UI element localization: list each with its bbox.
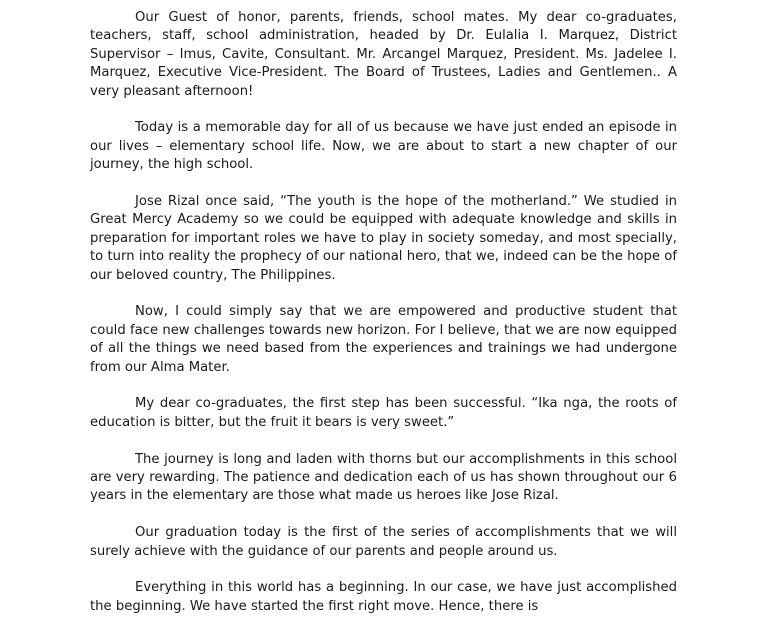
paragraph-first-step: My dear co-graduates, the first step has been successful. “Ika nga, the roots of education is bitter, but the fruit it bears is very sweet.”: [90, 396, 677, 430]
paragraph-greeting: Our Guest of honor, parents, friends, school mates. My dear co-graduates, teachers, staff, school administration, headed by Dr. Eulalia I. Marquez, District Supervisor – Imus, Cavite, Consultant. Mr. Arcangel Marquez, President. Ms. Jadelee I. Marquez, Executive Vice-President. The Board of Trustees, Ladies and Gentlemen.. A very pleasant afternoon!: [90, 10, 677, 99]
paragraph-rizal-quote: Jose Rizal once said, “The youth is the hope of the motherland.” We studied in Great Mercy Academy so we could be equipped with adequate knowledge and skills in preparation for important roles we have to play in society someday, and most specially, to turn into reality the prophecy of our national hero, that we, indeed can be the hope of our beloved country, The Philippines.: [90, 194, 677, 283]
paragraph-journey: The journey is long and laden with thorns but our accomplishments in this school are very rewarding. The patience and dedication each of us has shown throughout our 6 years in the elementary are those what made us heroes like Jose Rizal.: [90, 451, 677, 504]
speech-body: [90, 9, 677, 630]
paragraph-beginning: Everything in this world has a beginning. In our case, we have just accomplished the beginning. We have started the first right move. Hence, there is: [90, 580, 677, 614]
paragraph-graduation: Our graduation today is the first of the series of accomplishments that we will surely achieve with the guidance of our parents and people around us.: [90, 525, 677, 559]
paragraph-empowered: Now, I could simply say that we are empowered and productive student that could face new challenges towards new horizon. For I believe, that we are now equipped of all the things we need based from the experiences and trainings we had undergone from our Alma Mater.: [90, 304, 677, 375]
paragraph-memorable-day: Today is a memorable day for all of us because we have just ended an episode in our lives – elementary school life. Now, we are about to start a new chapter of our journey, the high school.: [90, 120, 677, 173]
